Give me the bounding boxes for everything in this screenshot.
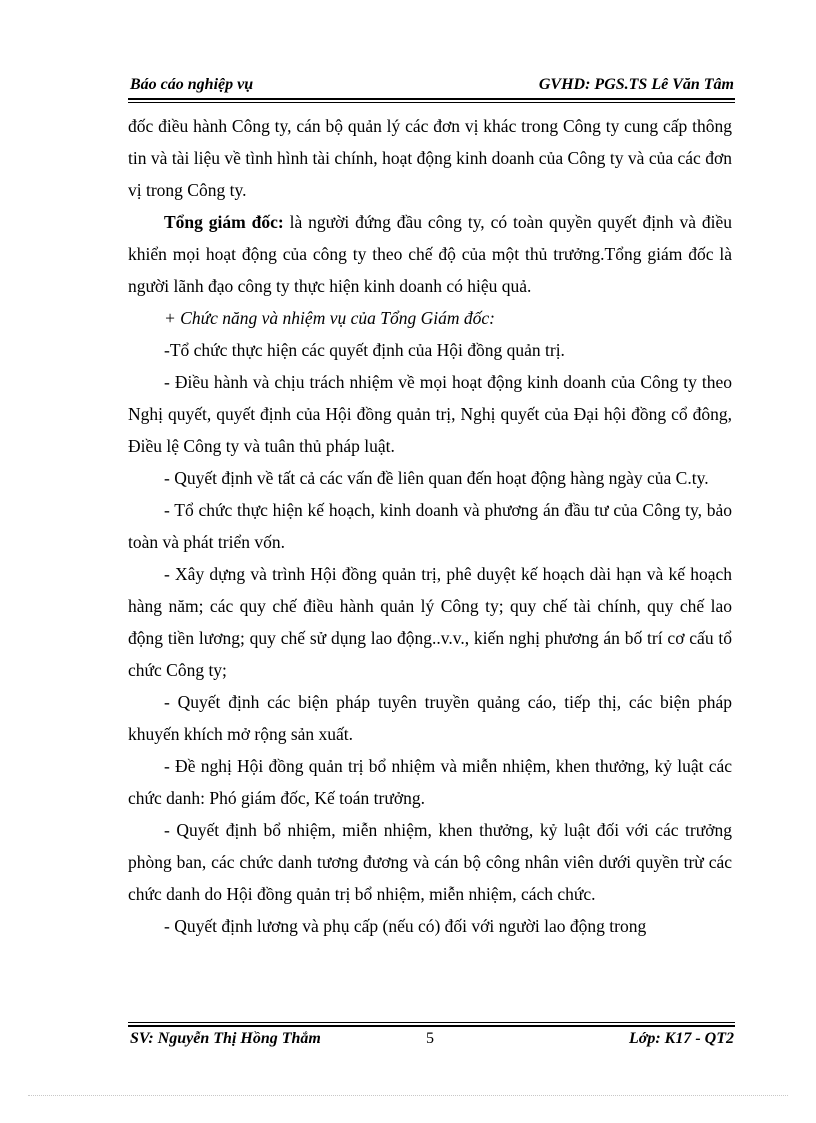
list-item: - Đề nghị Hội đồng quản trị bổ nhiệm và miễn nhiệm, khen thưởng, kỷ luật các chức danh: Phó giám đốc, Kế toán trưởng.: [128, 756, 732, 808]
list-item: - Tổ chức thực hiện kế hoạch, kinh doanh và phương án đầu tư của Công ty, bảo toàn và phát triển vốn.: [128, 500, 732, 552]
page-footer: [130, 1030, 734, 1052]
header-rule-thin: [128, 102, 735, 103]
footer-rule-thin: [128, 1022, 735, 1023]
list-item: - Điều hành và chịu trách nhiệm về mọi hoạt động kinh doanh của Công ty theo Nghị quyết, quyết định của Hội đồng quản trị, Nghị quyết của Đại hội đồng cổ đông, Điều lệ Công ty và tuân thủ pháp luật.: [128, 372, 732, 456]
section-heading-ceo-duties: + Chức năng và nhiệm vụ của Tổng Giám đốc:: [164, 308, 495, 328]
header-supervisor: GVHD: PGS.TS Lê Văn Tâm: [538, 76, 734, 93]
list-item: - Xây dựng và trình Hội đồng quản trị, phê duyệt kế hoạch dài hạn và kế hoạch hàng năm; các quy chế điều hành quản lý Công ty; quy chế tài chính, quy chế lao động tiền lương; quy chế sử dụng lao động..v.v., kiến nghị phương án bố trí cơ cấu tổ chức Công ty;: [128, 564, 732, 680]
paragraph-ceo-definition: [128, 206, 732, 302]
header-rule-thick: [128, 98, 735, 100]
footer-rule-thick: [128, 1025, 735, 1027]
page-number: 5: [426, 1030, 434, 1047]
document-body: [128, 110, 732, 942]
paragraph-continued: đốc điều hành Công ty, cán bộ quản lý các đơn vị khác trong Công ty cung cấp thông tin và tài liệu về tình hình tài chính, hoạt động kinh doanh của Công ty và của các đơn vị trong Công ty.: [128, 116, 732, 200]
ceo-term-bold: Tổng giám đốc:: [164, 212, 284, 232]
header-report-title: Báo cáo nghiệp vụ: [130, 76, 254, 93]
list-item: -Tổ chức thực hiện các quyết định của Hội đồng quản trị.: [164, 340, 565, 360]
list-item: - Quyết định bổ nhiệm, miễn nhiệm, khen thưởng, kỷ luật đối với các trưởng phòng ban, các chức danh tương đương và cán bộ công nhân viên dưới quyền trừ các chức danh do Hội đồng quản trị bổ nhiệm, miễn nhiệm, cách chức.: [128, 820, 732, 904]
page-header: [130, 74, 734, 98]
list-item: - Quyết định lương và phụ cấp (nếu có) đối với người lao động trong: [164, 916, 647, 936]
footer-student-name: SV: Nguyễn Thị Hồng Thắm: [130, 1030, 321, 1047]
footer-class: Lớp: K17 - QT2: [628, 1030, 734, 1047]
ceo-definition-text: là người đứng đầu công ty, có toàn quyền quyết định và điều khiển mọi hoạt động của công ty theo chế độ của một thủ trưởng.Tổng giám đốc là người lãnh đạo công ty thực hiện kinh doanh có hiệu quả.: [128, 212, 732, 296]
list-item: - Quyết định các biện pháp tuyên truyền quảng cáo, tiếp thị, các biện pháp khuyến khích mở rộng sản xuất.: [128, 692, 732, 744]
page-boundary-dotted-line: [28, 1095, 788, 1096]
list-item: - Quyết định về tất cả các vấn đề liên quan đến hoạt động hàng ngày của C.ty.: [164, 468, 709, 488]
